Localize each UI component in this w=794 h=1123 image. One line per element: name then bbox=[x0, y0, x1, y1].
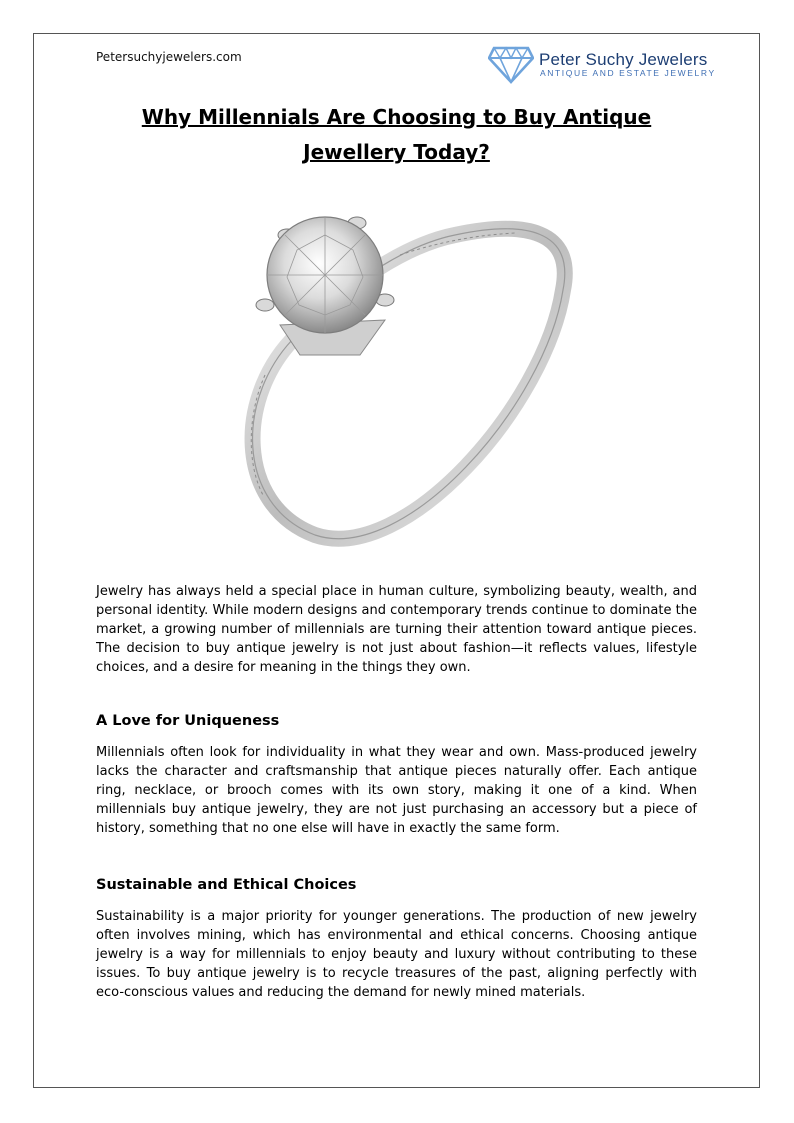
brand-logo[interactable] bbox=[488, 44, 716, 84]
intro-paragraph: Jewelry has always held a special place in human culture, symbolizing beauty, wealth, and personal identity. While modern designs and contemporary trends continue to dominate the market, a growing number of millennials are turning their attention toward antique pieces. The decision to buy antique jewelry is not just about fashion—it reflects values, lifestyle choices, and a desire for meaning in the things they own. bbox=[96, 584, 697, 675]
section-heading: Sustainable and Ethical Choices bbox=[96, 877, 357, 893]
section-paragraph: Millennials often look for individuality in what they wear and own. Mass-produced jewelry lacks the character and craftsmanship that antique pieces naturally offer. Each antique ring, necklace, or brooch comes with its own story, making it one of a kind. When millennials buy antique jewelry, they are not just purchasing an accessory but a piece of history, something that no one else will have in exactly the same form. bbox=[96, 745, 697, 836]
section-paragraph: Sustainability is a major priority for younger generations. The production of new jewelry often involves mining, which has environmental and ethical concerns. Choosing antique jewelry is a way for millennials to enjoy beauty and luxury without contributing to these issues. To buy antique jewelry is to recycle treasures of the past, aligning perfectly with eco-conscious values and reducing the demand for newly mined materials. bbox=[96, 909, 697, 1000]
site-url[interactable]: Petersuchyjewelers.com bbox=[96, 50, 242, 64]
brand-tagline: ANTIQUE AND ESTATE JEWELRY bbox=[540, 68, 716, 78]
ring-image bbox=[225, 205, 580, 550]
article-title: Why Millennials Are Choosing to Buy Antique Jewellery Today? bbox=[141, 105, 652, 164]
brand-name: Peter Suchy Jewelers bbox=[539, 50, 708, 69]
diamond-icon bbox=[488, 44, 534, 84]
section-heading: A Love for Uniqueness bbox=[96, 713, 280, 729]
